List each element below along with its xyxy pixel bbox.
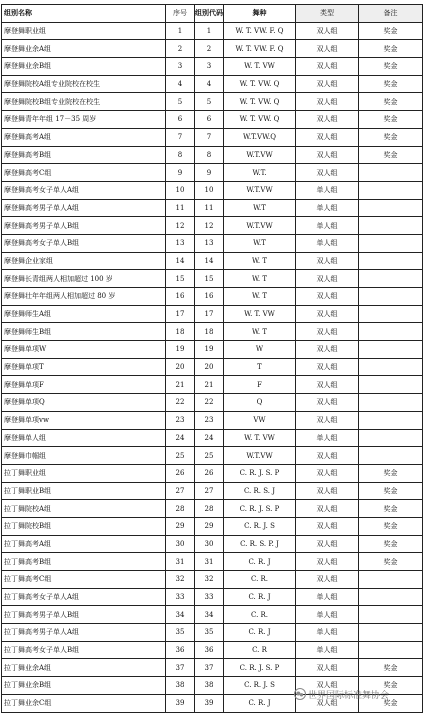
table-row	[2, 146, 423, 164]
seq-cell: 29	[166, 517, 195, 535]
dance-cell: W. T	[224, 323, 296, 341]
dance-cell: C. R. J. S	[224, 517, 296, 535]
group-name-cell: 摩登舞师生B组	[2, 323, 166, 341]
group-code-cell: 34	[195, 606, 224, 624]
seq-cell: 6	[166, 111, 195, 129]
type-cell: 双人组	[296, 75, 359, 93]
group-code-cell: 38	[195, 677, 224, 695]
remark-cell	[359, 358, 423, 376]
dance-cell: W.T.VW	[224, 217, 296, 235]
dance-cell: Q	[224, 394, 296, 412]
table-row	[2, 376, 423, 394]
group-code-cell: 33	[195, 588, 224, 606]
header-remark: 备注	[359, 5, 423, 23]
remark-cell	[359, 571, 423, 589]
group-code-cell: 3	[195, 58, 224, 76]
dance-cell: C. R. J	[224, 624, 296, 642]
table-row	[2, 164, 423, 182]
seq-cell: 18	[166, 323, 195, 341]
remark-cell: 奖金	[359, 75, 423, 93]
group-name-cell: 摩登舞业余A组	[2, 40, 166, 58]
remark-cell: 奖金	[359, 22, 423, 40]
header-seq: 序号	[166, 5, 195, 23]
group-name-cell: 拉丁舞职业B组	[2, 482, 166, 500]
dance-cell: W. T. VW. Q	[224, 111, 296, 129]
type-cell: 双人组	[296, 464, 359, 482]
seq-cell: 32	[166, 571, 195, 589]
group-code-cell: 35	[195, 624, 224, 642]
type-cell: 双人组	[296, 358, 359, 376]
group-name-cell: 摩登舞师生A组	[2, 305, 166, 323]
seq-cell: 33	[166, 588, 195, 606]
group-name-cell: 拉丁舞院校A组	[2, 500, 166, 518]
group-name-cell: 拉丁舞高考A组	[2, 535, 166, 553]
group-name-cell: 摩登舞职业组	[2, 22, 166, 40]
table-row	[2, 606, 423, 624]
group-name-cell: 拉丁舞高考女子单人B组	[2, 641, 166, 659]
remark-cell: 奖金	[359, 482, 423, 500]
dance-cell: W. T. VW	[224, 429, 296, 447]
type-cell: 双人组	[296, 341, 359, 359]
remark-cell	[359, 606, 423, 624]
seq-cell: 3	[166, 58, 195, 76]
remark-cell: 奖金	[359, 128, 423, 146]
dance-cell: W. T. VW. Q	[224, 93, 296, 111]
table-row	[2, 341, 423, 359]
dance-cell: C. R. J. S. P	[224, 659, 296, 677]
table-body	[2, 22, 423, 712]
table-row	[2, 199, 423, 217]
table-row	[2, 181, 423, 199]
type-cell: 双人组	[296, 677, 359, 695]
type-cell: 双人组	[296, 323, 359, 341]
dance-cell: C. R. J	[224, 588, 296, 606]
table-row	[2, 40, 423, 58]
group-code-cell: 24	[195, 429, 224, 447]
remark-cell: 奖金	[359, 93, 423, 111]
group-code-cell: 29	[195, 517, 224, 535]
remark-cell	[359, 429, 423, 447]
watermark-text: 世界国际标准舞协会	[308, 691, 390, 701]
type-cell: 双人组	[296, 394, 359, 412]
group-code-cell: 20	[195, 358, 224, 376]
group-name-cell: 摩登舞高考女子单人B组	[2, 234, 166, 252]
remark-cell: 奖金	[359, 40, 423, 58]
group-code-cell: 18	[195, 323, 224, 341]
table-row	[2, 571, 423, 589]
dance-cell: C. R. J. S	[224, 677, 296, 695]
header-group-name: 组别名称	[2, 5, 166, 23]
remark-cell: 奖金	[359, 464, 423, 482]
table-row	[2, 641, 423, 659]
remark-cell: 奖金	[359, 58, 423, 76]
type-cell: 双人组	[296, 164, 359, 182]
dance-cell: W.T.VW	[224, 447, 296, 465]
table-row	[2, 464, 423, 482]
type-cell: 单人组	[296, 588, 359, 606]
group-code-cell: 1	[195, 22, 224, 40]
type-cell: 双人组	[296, 128, 359, 146]
type-cell: 双人组	[296, 93, 359, 111]
type-cell: 单人组	[296, 181, 359, 199]
dance-cell: C. R. S. P. J	[224, 535, 296, 553]
group-name-cell: 摩登舞单人组	[2, 429, 166, 447]
header-type: 类型	[296, 5, 359, 23]
remark-cell	[359, 199, 423, 217]
group-code-cell: 16	[195, 288, 224, 306]
remark-cell: 奖金	[359, 535, 423, 553]
type-cell: 双人组	[296, 58, 359, 76]
type-cell: 双人组	[296, 252, 359, 270]
group-name-cell: 摩登舞青年年组 17－35 周岁	[2, 111, 166, 129]
table-row	[2, 411, 423, 429]
group-name-cell: 摩登舞高考C组	[2, 164, 166, 182]
seq-cell: 2	[166, 40, 195, 58]
dance-cell: W. T	[224, 270, 296, 288]
type-cell: 双人组	[296, 40, 359, 58]
table-row	[2, 482, 423, 500]
type-cell: 双人组	[296, 553, 359, 571]
group-name-cell: 拉丁舞高考男子单人A组	[2, 624, 166, 642]
seq-cell: 15	[166, 270, 195, 288]
group-code-cell: 25	[195, 447, 224, 465]
group-code-cell: 6	[195, 111, 224, 129]
type-cell: 双人组	[296, 500, 359, 518]
type-cell: 单人组	[296, 641, 359, 659]
dance-cell: W.T	[224, 234, 296, 252]
type-cell: 单人组	[296, 429, 359, 447]
group-name-cell: 摩登舞院校A组专业院校在校生	[2, 75, 166, 93]
seq-cell: 35	[166, 624, 195, 642]
seq-cell: 16	[166, 288, 195, 306]
seq-cell: 11	[166, 199, 195, 217]
group-code-cell: 15	[195, 270, 224, 288]
table-row	[2, 323, 423, 341]
seq-cell: 4	[166, 75, 195, 93]
seq-cell: 13	[166, 234, 195, 252]
dance-cell: W.T.VW	[224, 181, 296, 199]
remark-cell	[359, 588, 423, 606]
type-cell: 双人组	[296, 305, 359, 323]
group-name-cell: 摩登舞高考A组	[2, 128, 166, 146]
group-code-cell: 19	[195, 341, 224, 359]
group-code-cell: 13	[195, 234, 224, 252]
group-name-cell: 摩登舞企业家组	[2, 252, 166, 270]
group-name-cell: 摩登舞壮年年组两人相加超过 80 岁	[2, 288, 166, 306]
dance-cell: C. R	[224, 641, 296, 659]
dance-cell: W. T. VW	[224, 305, 296, 323]
group-name-cell: 摩登舞单项Q	[2, 394, 166, 412]
table-row	[2, 624, 423, 642]
group-code-cell: 14	[195, 252, 224, 270]
group-name-cell: 摩登舞单项F	[2, 376, 166, 394]
seq-cell: 23	[166, 411, 195, 429]
dance-cell: T	[224, 358, 296, 376]
table-row	[2, 588, 423, 606]
group-code-cell: 30	[195, 535, 224, 553]
seq-cell: 19	[166, 341, 195, 359]
remark-cell	[359, 164, 423, 182]
group-code-cell: 17	[195, 305, 224, 323]
group-code-cell: 23	[195, 411, 224, 429]
competition-groups-table	[1, 4, 423, 713]
table-row	[2, 252, 423, 270]
remark-cell	[359, 217, 423, 235]
seq-cell: 30	[166, 535, 195, 553]
seq-cell: 28	[166, 500, 195, 518]
table-row	[2, 217, 423, 235]
group-code-cell: 26	[195, 464, 224, 482]
table-row	[2, 517, 423, 535]
group-code-cell: 28	[195, 500, 224, 518]
group-name-cell: 摩登舞高考B组	[2, 146, 166, 164]
type-cell: 单人组	[296, 624, 359, 642]
group-name-cell: 摩登舞高考男子单人B组	[2, 217, 166, 235]
seq-cell: 24	[166, 429, 195, 447]
seq-cell: 25	[166, 447, 195, 465]
type-cell: 双人组	[296, 22, 359, 40]
group-code-cell: 9	[195, 164, 224, 182]
group-code-cell: 22	[195, 394, 224, 412]
dance-cell: C. R. J	[224, 694, 296, 712]
type-cell: 双人组	[296, 447, 359, 465]
dance-cell: C. R.	[224, 571, 296, 589]
table-row	[2, 234, 423, 252]
seq-cell: 1	[166, 22, 195, 40]
group-name-cell: 摩登舞高考女子单人A组	[2, 181, 166, 199]
dance-cell: C. R. J. S. P	[224, 500, 296, 518]
group-code-cell: 27	[195, 482, 224, 500]
dance-cell: W	[224, 341, 296, 359]
table-row	[2, 553, 423, 571]
remark-cell	[359, 411, 423, 429]
dance-cell: W.T.	[224, 164, 296, 182]
remark-cell	[359, 447, 423, 465]
table-row	[2, 22, 423, 40]
type-cell: 双人组	[296, 659, 359, 677]
group-name-cell: 摩登舞巾帼组	[2, 447, 166, 465]
group-name-cell: 摩登舞单项vw	[2, 411, 166, 429]
type-cell: 双人组	[296, 288, 359, 306]
seq-cell: 10	[166, 181, 195, 199]
dance-cell: C. R. J. S. P	[224, 464, 296, 482]
group-name-cell: 拉丁舞业余B组	[2, 677, 166, 695]
group-code-cell: 4	[195, 75, 224, 93]
seq-cell: 14	[166, 252, 195, 270]
type-cell: 双人组	[296, 411, 359, 429]
watermark	[294, 688, 389, 701]
dance-cell: W. T	[224, 288, 296, 306]
remark-cell	[359, 624, 423, 642]
group-code-cell: 37	[195, 659, 224, 677]
group-code-cell: 32	[195, 571, 224, 589]
seq-cell: 27	[166, 482, 195, 500]
remark-cell: 奖金	[359, 500, 423, 518]
dance-cell: W. T	[224, 252, 296, 270]
group-name-cell: 拉丁舞高考女子单人A组	[2, 588, 166, 606]
seq-cell: 21	[166, 376, 195, 394]
table-row	[2, 447, 423, 465]
dance-cell: C. R. J	[224, 553, 296, 571]
remark-cell	[359, 394, 423, 412]
table-row	[2, 58, 423, 76]
seq-cell: 39	[166, 694, 195, 712]
remark-cell	[359, 234, 423, 252]
group-name-cell: 拉丁舞高考男子单人B组	[2, 606, 166, 624]
header-group-code: 组别代码	[195, 5, 224, 23]
type-cell: 双人组	[296, 111, 359, 129]
seq-cell: 7	[166, 128, 195, 146]
dance-cell: W.T.VW	[224, 146, 296, 164]
seq-cell: 8	[166, 146, 195, 164]
type-cell: 双人组	[296, 482, 359, 500]
remark-cell: 奖金	[359, 677, 423, 695]
table-row	[2, 75, 423, 93]
group-code-cell: 12	[195, 217, 224, 235]
seq-cell: 17	[166, 305, 195, 323]
remark-cell	[359, 305, 423, 323]
dance-cell: C. R. S. J	[224, 482, 296, 500]
group-name-cell: 摩登舞高考男子单人A组	[2, 199, 166, 217]
dance-cell: VW	[224, 411, 296, 429]
seq-cell: 5	[166, 93, 195, 111]
remark-cell: 奖金	[359, 694, 423, 712]
type-cell: 双人组	[296, 517, 359, 535]
group-name-cell: 拉丁舞高考B组	[2, 553, 166, 571]
type-cell: 双人组	[296, 694, 359, 712]
remark-cell	[359, 252, 423, 270]
remark-cell	[359, 288, 423, 306]
type-cell: 双人组	[296, 535, 359, 553]
type-cell: 单人组	[296, 199, 359, 217]
type-cell: 单人组	[296, 606, 359, 624]
dance-cell: C. R.	[224, 606, 296, 624]
seq-cell: 38	[166, 677, 195, 695]
remark-cell	[359, 323, 423, 341]
table-header-row	[2, 5, 423, 23]
group-name-cell: 摩登舞单项T	[2, 358, 166, 376]
group-code-cell: 21	[195, 376, 224, 394]
type-cell: 双人组	[296, 270, 359, 288]
group-name-cell: 拉丁舞院校B组	[2, 517, 166, 535]
dance-cell: W. T. VW. F. Q	[224, 40, 296, 58]
table-row	[2, 535, 423, 553]
dance-cell: W.T.VW.Q	[224, 128, 296, 146]
remark-cell: 奖金	[359, 553, 423, 571]
table-row	[2, 305, 423, 323]
table-row	[2, 111, 423, 129]
remark-cell: 奖金	[359, 517, 423, 535]
seq-cell: 36	[166, 641, 195, 659]
seq-cell: 31	[166, 553, 195, 571]
seq-cell: 26	[166, 464, 195, 482]
table-row	[2, 358, 423, 376]
dance-cell: W. T. VW. F. Q	[224, 22, 296, 40]
remark-cell	[359, 341, 423, 359]
table-row	[2, 659, 423, 677]
dance-cell: W. T. VW	[224, 58, 296, 76]
type-cell: 双人组	[296, 376, 359, 394]
dance-cell: F	[224, 376, 296, 394]
table-row	[2, 429, 423, 447]
remark-cell: 奖金	[359, 659, 423, 677]
group-name-cell: 拉丁舞职业组	[2, 464, 166, 482]
seq-cell: 34	[166, 606, 195, 624]
type-cell: 单人组	[296, 234, 359, 252]
table-row	[2, 93, 423, 111]
header-dance: 舞种	[224, 5, 296, 23]
group-code-cell: 5	[195, 93, 224, 111]
group-code-cell: 10	[195, 181, 224, 199]
remark-cell: 奖金	[359, 146, 423, 164]
table-row	[2, 270, 423, 288]
group-code-cell: 8	[195, 146, 224, 164]
remark-cell	[359, 641, 423, 659]
table-row	[2, 288, 423, 306]
group-code-cell: 2	[195, 40, 224, 58]
group-name-cell: 摩登舞单项W	[2, 341, 166, 359]
group-name-cell: 拉丁舞业余A组	[2, 659, 166, 677]
type-cell: 单人组	[296, 217, 359, 235]
table-row	[2, 500, 423, 518]
group-name-cell: 摩登舞业余B组	[2, 58, 166, 76]
remark-cell: 奖金	[359, 111, 423, 129]
remark-cell	[359, 376, 423, 394]
table-row	[2, 394, 423, 412]
seq-cell: 22	[166, 394, 195, 412]
seq-cell: 20	[166, 358, 195, 376]
group-code-cell: 36	[195, 641, 224, 659]
group-name-cell: 拉丁舞业余C组	[2, 694, 166, 712]
seq-cell: 9	[166, 164, 195, 182]
remark-cell	[359, 270, 423, 288]
dance-cell: W.T	[224, 199, 296, 217]
type-cell: 双人组	[296, 571, 359, 589]
group-name-cell: 摩登舞长青组两人相加超过 100 岁	[2, 270, 166, 288]
wechat-icon	[294, 688, 306, 700]
seq-cell: 37	[166, 659, 195, 677]
group-code-cell: 11	[195, 199, 224, 217]
seq-cell: 12	[166, 217, 195, 235]
group-name-cell: 摩登舞院校B组专业院校在校生	[2, 93, 166, 111]
group-code-cell: 7	[195, 128, 224, 146]
table-row	[2, 128, 423, 146]
group-name-cell: 拉丁舞高考C组	[2, 571, 166, 589]
group-code-cell: 39	[195, 694, 224, 712]
dance-cell: W. T. VW. Q	[224, 75, 296, 93]
group-code-cell: 31	[195, 553, 224, 571]
remark-cell	[359, 181, 423, 199]
type-cell: 双人组	[296, 146, 359, 164]
